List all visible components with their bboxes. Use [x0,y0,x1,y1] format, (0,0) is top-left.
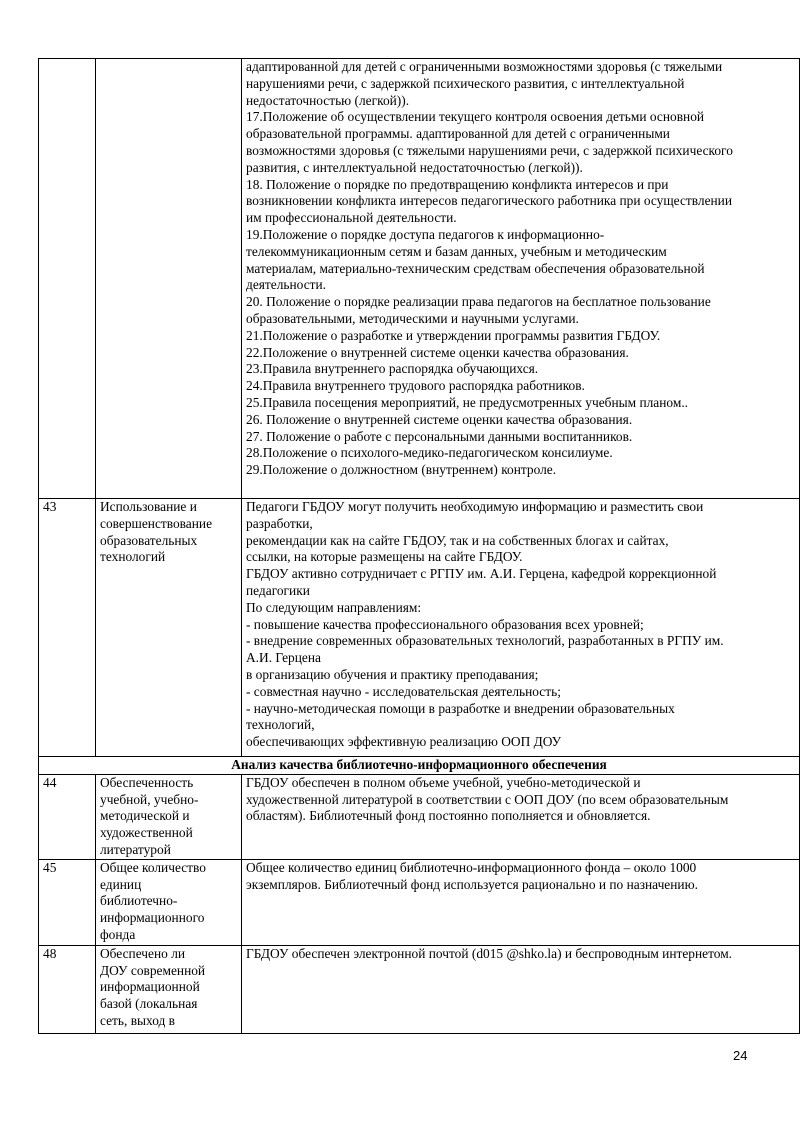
row-number-cell [39,774,96,859]
text-line: Использование и [100,499,197,514]
text-line: Педагоги ГБДОУ могут получить необходимую информацию и разместить свои [246,499,704,514]
text-line: - внедрение современных образовательных технологий, разработанных в РГПУ им. [246,633,724,649]
text-line: обеспечивающих эффективную реализацию ООП ДОУ [246,734,562,750]
text-line: информационной [100,979,200,995]
row-content-cell [242,59,800,499]
text-line: литературой [100,841,171,857]
text-line: недостаточностью (легкой)). [246,92,410,108]
text-line: По следующим направлениям: [246,599,422,615]
row-number: 44 [43,774,57,790]
row-number-cell [39,945,96,1033]
text-line: Общее количество [100,859,206,875]
text-line: информационного [100,910,205,926]
text-line: 17.Положение об осуществлении текущего контроля освоения детьми основной [246,109,705,125]
text-line: - научно-методическая помощи в разработке и внедрении образовательных [246,700,675,716]
text-line: 27. Положение о работе с персональными данными воспитанников. [246,428,633,444]
section-header-row [39,757,800,775]
text-line: 22.Положение о внутренней системе оценки качества образования. [246,344,629,360]
section-header: Анализ качества библиотечно-информационного обеспечения [39,757,800,775]
row-content-cell [242,499,800,757]
text-line: ссылки, на которые размещены на сайте ГБДОУ. [246,549,523,565]
table-row [39,859,800,945]
table-row [39,945,800,1033]
text-line: адаптированной для детей с ограниченными возможностями здоровья (с тяжелыми [246,59,723,74]
text-line: учебной, учебно- [100,791,199,807]
text-line: художественной [100,825,193,841]
text-line: образовательной программы. адаптированной для детей с ограниченными [246,126,670,142]
report-table [38,58,800,1034]
text-line: 21.Положение о разработке и утверждении программы развития ГБДОУ. [246,327,661,343]
text-line: экземпляров. Библиотечный фонд используется рационально и по назначению. [246,876,698,892]
text-line: 24.Правила внутреннего трудового распорядка работников. [246,378,585,394]
text-line: развития, с интеллектуальной недостаточностью (легкой)). [246,159,583,175]
text-line: им профессиональной деятельности. [246,210,457,226]
text-line: технологий, [246,717,315,733]
text-line: нарушениями речи, с задержкой психического развития, с интеллектуальной [246,75,685,91]
text-line: педагогики [246,582,310,598]
text-line: методической и [100,808,190,824]
text-line: Обеспечено ли [100,945,186,961]
text-line: ГБДОУ активно сотрудничает с РГПУ им. А.И. Герцена, кафедрой коррекционной [246,566,717,582]
text-line: совершенствование [100,515,213,531]
page-number: 24 [733,1048,748,1063]
text-line: ГБДОУ обеспечен в полном объеме учебной, учебно-методической и [246,774,641,790]
row-title-cell [96,499,242,757]
text-line: в организацию обучения и практику преподавания; [246,666,539,682]
text-line: материалам, материально-техническим средствам обеспечения образовательной [246,260,705,276]
text-line: - повышение качества профессионального образования всех уровней; [246,616,644,632]
row-title-cell [96,859,242,945]
row-number-cell [39,859,96,945]
text-line: возможностями здоровья (с тяжелыми нарушениями речи, с задержкой психического [246,142,733,158]
row-number: 45 [43,859,57,875]
text-line: - совместная научно - исследовательская деятельность; [246,683,561,699]
text-line: 28.Положение о психолого-медико-педагогическом консилиуме. [246,445,613,461]
text-line: 18. Положение о порядке по предотвращению конфликта интересов и при [246,176,669,192]
row-number-cell [39,59,96,499]
row-title-cell [96,59,242,499]
text-line: деятельности. [246,277,327,293]
text-line: ДОУ современной [100,962,206,978]
row-number: 43 [43,499,57,514]
row-number-cell [39,499,96,757]
text-line: 23.Правила внутреннего распорядка обучающихся. [246,361,539,377]
row-number: 48 [43,945,57,961]
text-line: возникновении конфликта интересов педагогического работника при осуществлении [246,193,733,209]
text-line: 20. Положение о порядке реализации права педагогов на бесплатное пользование [246,294,711,310]
text-line: единиц [100,876,142,892]
table-row [39,59,800,499]
text-line: фонда [100,926,136,942]
text-line: образовательными, методическими и научными услугами. [246,310,579,326]
row-title-cell [96,945,242,1033]
text-line: 19.Положение о порядке доступа педагогов к информационно- [246,226,605,242]
text-line: А.И. Герцена [246,650,321,666]
text-line: образовательных [100,532,198,548]
text-line: сеть, выход в [100,1012,176,1028]
row-content-cell [242,859,800,945]
text-line: разработки, [246,515,313,531]
text-line: областям). Библиотечный фонд постоянно пополняется и обновляется. [246,808,651,824]
text-line: художественной литературой в соответствии с ООП ДОУ (по всем образовательным [246,791,729,807]
row-content-cell [242,945,800,1033]
table-row [39,774,800,859]
text-line: технологий [100,549,166,565]
text-line: рекомендации как на сайте ГБДОУ, так и на собственных блогах и сайтах, [246,532,669,548]
text-line: ГБДОУ обеспечен электронной почтой (d015 @shko.la) и беспроводным интернетом. [246,945,733,961]
text-line: базой (локальная [100,996,198,1012]
row-title-cell [96,774,242,859]
text-line: Обеспеченность [100,774,194,790]
text-line: библиотечно- [100,893,178,909]
table-row [39,499,800,757]
text-line: Общее количество единиц библиотечно-информационного фонда – около 1000 [246,859,697,875]
row-content-cell [242,774,800,859]
text-line: 29.Положение о должностном (внутреннем) контроле. [246,462,557,478]
text-line: 26. Положение о внутренней системе оценки качества образования. [246,411,633,427]
text-line: 25.Правила посещения мероприятий, не предусмотренных учебным планом.. [246,394,689,410]
text-line: телекоммуникационным сетям и базам данных, учебным и методическим [246,243,667,259]
